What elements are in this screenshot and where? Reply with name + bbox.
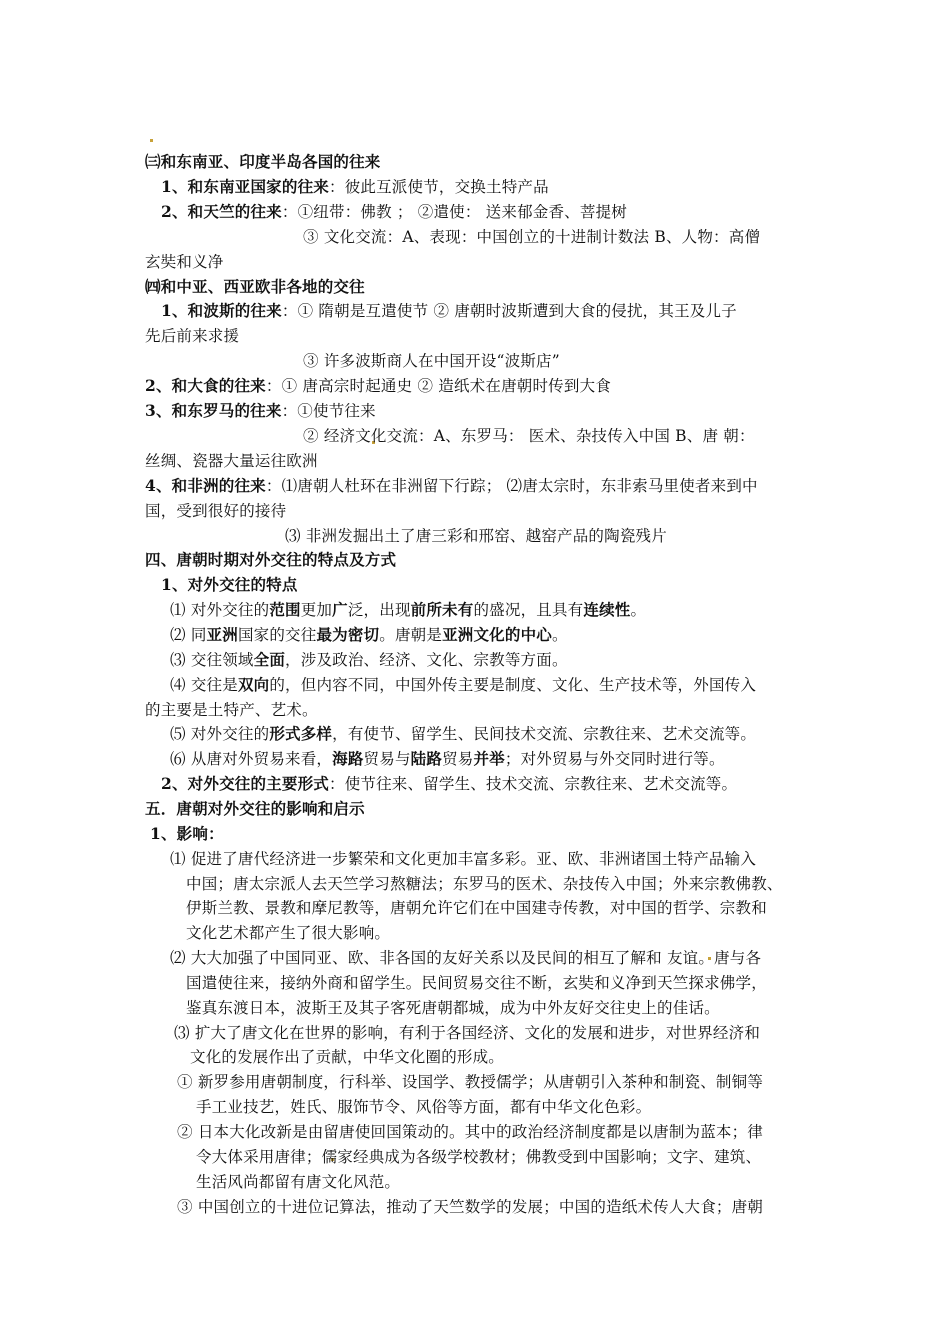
text: 令大体采用唐律；儒家经典成为各级学校教材；佛教受到中国影响；文字、建筑、 (196, 1148, 762, 1166)
bold-text: 双向 (237, 675, 270, 694)
text: 伊斯兰教、景教和摩尼教等，唐朝允许它们在中国建寺传教，对中国的哲学、宗教和 (186, 899, 767, 917)
text: ：① 唐高宗时起通史 ② 造纸术在唐朝时传到大食 (265, 377, 611, 395)
text: 生活风尚都留有唐文化风范。 (196, 1173, 401, 1191)
text-line (145, 275, 365, 299)
bold-text: 全面 (253, 650, 286, 669)
text: ：⑴唐朝人杜环在非洲留下行踪； ⑵唐太宗时，东非索马里使者来到中 (265, 477, 758, 495)
text-line (190, 1045, 504, 1069)
text: ① 新罗参用唐朝制度，行科举、设国学、教授儒学；从唐朝引入茶种和制瓷、制铜等 (177, 1073, 764, 1091)
text-line (303, 424, 755, 448)
text: ② 经济文化交流：A、东罗马： 医术、杂技传入中国 B、唐 朝： (303, 427, 755, 445)
bold-text: 四、唐朝时期对外交往的特点及方式 (145, 550, 397, 569)
text-line (186, 921, 390, 945)
text-line (161, 573, 298, 597)
text-line (196, 1095, 651, 1119)
text-line (161, 175, 549, 199)
bold-text: 2、和天竺的往来 (161, 202, 282, 221)
text: ⑵ 同 (170, 626, 207, 644)
bold-text: 范围 (269, 600, 301, 619)
text: 国遣使往来，接纳外商和留学生。民间贸易交往不断，玄奘和义净到天竺探求佛学， (186, 974, 767, 992)
text-line (161, 299, 737, 323)
bold-text: 形式多样 (269, 724, 333, 743)
text: 玄奘和义净 (145, 253, 224, 271)
text: ；对外贸易与外交同时进行等。 (504, 750, 725, 768)
text: 的主要是土特产、艺术。 (145, 701, 318, 719)
text: ⑹ 从唐对外贸易来看， (170, 750, 333, 768)
bold-text: ㈣和中亚、西亚欧非各地的交往 (145, 277, 365, 296)
text-line (145, 499, 286, 523)
decorative-mark (150, 139, 153, 142)
text: 。 (630, 601, 647, 619)
text-line (161, 772, 737, 796)
text-line (177, 1070, 763, 1094)
text-line (285, 524, 667, 548)
text: 文化的发展作出了贡献，中华文化圈的形成。 (190, 1048, 505, 1066)
text-line (303, 349, 560, 373)
text-line (186, 971, 767, 995)
text-line (170, 946, 761, 970)
bold-text: 前所未有 (410, 600, 474, 619)
bold-text: 2、对外交往的主要形式 (161, 774, 329, 793)
text: ：使节往来、留学生、技术交流、宗教往来、艺术交流等。 (329, 775, 738, 793)
text: ⑴ 对外交往的 (170, 601, 270, 619)
text: ③ 许多波斯商人在中国开设“波斯店” (303, 352, 560, 370)
bold-text: 海路 (332, 749, 364, 768)
text-line (145, 374, 611, 398)
text: 贸易 (442, 750, 474, 768)
text-line (186, 996, 720, 1020)
text: 的盛况，且具有 (473, 601, 584, 619)
text: 丝绸、瓷器大量运往欧洲 (145, 452, 318, 470)
bold-text: 1、和东南亚国家的往来 (161, 177, 329, 196)
bold-text: 陆路 (410, 749, 443, 768)
bold-text: 最为密切 (316, 625, 380, 644)
text-line (145, 797, 365, 821)
bold-text: 五．唐朝对外交往的影响和启示 (145, 799, 365, 818)
text: 手工业技艺，姓氏、服饰节令、风俗等方面，都有中华文化色彩。 (196, 1098, 652, 1116)
bold-text: 连续性 (583, 600, 631, 619)
text-line (145, 324, 239, 348)
text-line (174, 1021, 760, 1045)
text: ⑵ 大大加强了中国同亚、欧、非各国的友好关系以及民间的相互了解和 友谊。唐与各 (170, 949, 762, 967)
text-line (186, 896, 767, 920)
text-line (145, 150, 381, 174)
text: 泛，出现 (347, 601, 411, 619)
text-line (145, 250, 224, 274)
text: ⑶ 非洲发掘出土了唐三彩和邢窑、越窑产品的陶瓷残片 (285, 527, 667, 545)
text: ：① 隋朝是互遣使节 ② 唐朝时波斯遭到大食的侵扰，其王及儿子 (281, 302, 737, 320)
text-line (145, 698, 318, 722)
text-line (145, 399, 376, 423)
text-line (145, 548, 396, 572)
bold-text: 亚洲 (206, 625, 238, 644)
text-line (177, 1195, 763, 1219)
text-line (145, 474, 758, 498)
text-line (170, 623, 568, 647)
text: 。唐朝是 (379, 626, 443, 644)
bold-text: 并举 (473, 749, 505, 768)
bold-text: 3、和东罗马的往来 (145, 401, 282, 420)
text: 中国；唐太宗派人去天竺学习熬糖法；东罗马的医术、杂技传入中国；外来宗教佛教、 (186, 875, 783, 893)
text-line (150, 822, 224, 846)
bold-text: 2、和大食的往来 (145, 376, 266, 395)
text: ，涉及政治、经济、文化、宗教等方面。 (285, 651, 568, 669)
text: ，有使节、留学生、民间技术交流、宗教往来、艺术交流等。 (332, 725, 757, 743)
text: 鉴真东渡日本，波斯王及其子客死唐朝都城，成为中外友好交往史上的佳话。 (186, 999, 720, 1017)
text: 的，但内容不同，中国外传主要是制度、文化、生产技术等，外国传入 (269, 676, 757, 694)
text: ⑴ 促进了唐代经济进一步繁荣和文化更加丰富多彩。亚、欧、非洲诸国土特产品输入 (170, 850, 757, 868)
text-line (170, 673, 756, 697)
text-line (303, 225, 760, 249)
text: 。 (551, 626, 568, 644)
text-line (196, 1170, 400, 1194)
bold-text: 亚洲文化的中心 (442, 625, 552, 644)
text: ：①纽带：佛教 ； ②遣使： 送来郁金香、菩提树 (281, 203, 627, 221)
text: ⑶ 交往领域 (170, 651, 254, 669)
text: 更加 (300, 601, 333, 619)
text-line (186, 872, 783, 896)
bold-text: 1、和波斯的往来 (161, 301, 282, 320)
text-line (196, 1145, 761, 1169)
text: 先后前来求援 (145, 327, 240, 345)
text-line (170, 847, 756, 871)
text: ⑶ 扩大了唐文化在世界的影响，有利于各国经济、文化的发展和进步，对世界经济和 (174, 1024, 761, 1042)
bold-text: 1、影响： (150, 824, 224, 843)
text-line (170, 648, 568, 672)
text: 文化艺术都产生了很大影响。 (186, 924, 391, 942)
text: ② 日本大化改新是由留唐使回国策动的。其中的政治经济制度都是以唐制为蓝本；律 (177, 1123, 764, 1141)
text: ③ 中国创立的十进位记算法，推动了天竺数学的发展；中国的造纸术传人大食；唐朝 (177, 1198, 764, 1216)
text: ⑸ 对外交往的 (170, 725, 270, 743)
text: ③ 文化交流：A、表现：中国创立的十进制计数法 B、人物：高僧 (303, 228, 761, 246)
bold-text: 广 (332, 600, 348, 619)
text: 贸易与 (363, 750, 411, 768)
text-line (145, 449, 318, 473)
bold-text: ㈢和东南亚、印度半岛各国的往来 (145, 152, 381, 171)
text-line (161, 200, 627, 224)
bold-text: 4、和非洲的往来 (145, 476, 266, 495)
text-line (170, 722, 756, 746)
text-line (177, 1120, 763, 1144)
text: ：①使节往来 (281, 402, 376, 420)
text: 国家的交往 (237, 626, 317, 644)
bold-text: 1、对外交往的特点 (161, 575, 298, 594)
text: ：彼此互派使节，交换土特产品 (329, 178, 549, 196)
text: ⑷ 交往是 (170, 676, 238, 694)
text: 国，受到很好的接待 (145, 502, 287, 520)
text-line (170, 598, 646, 622)
text-line (170, 747, 725, 771)
